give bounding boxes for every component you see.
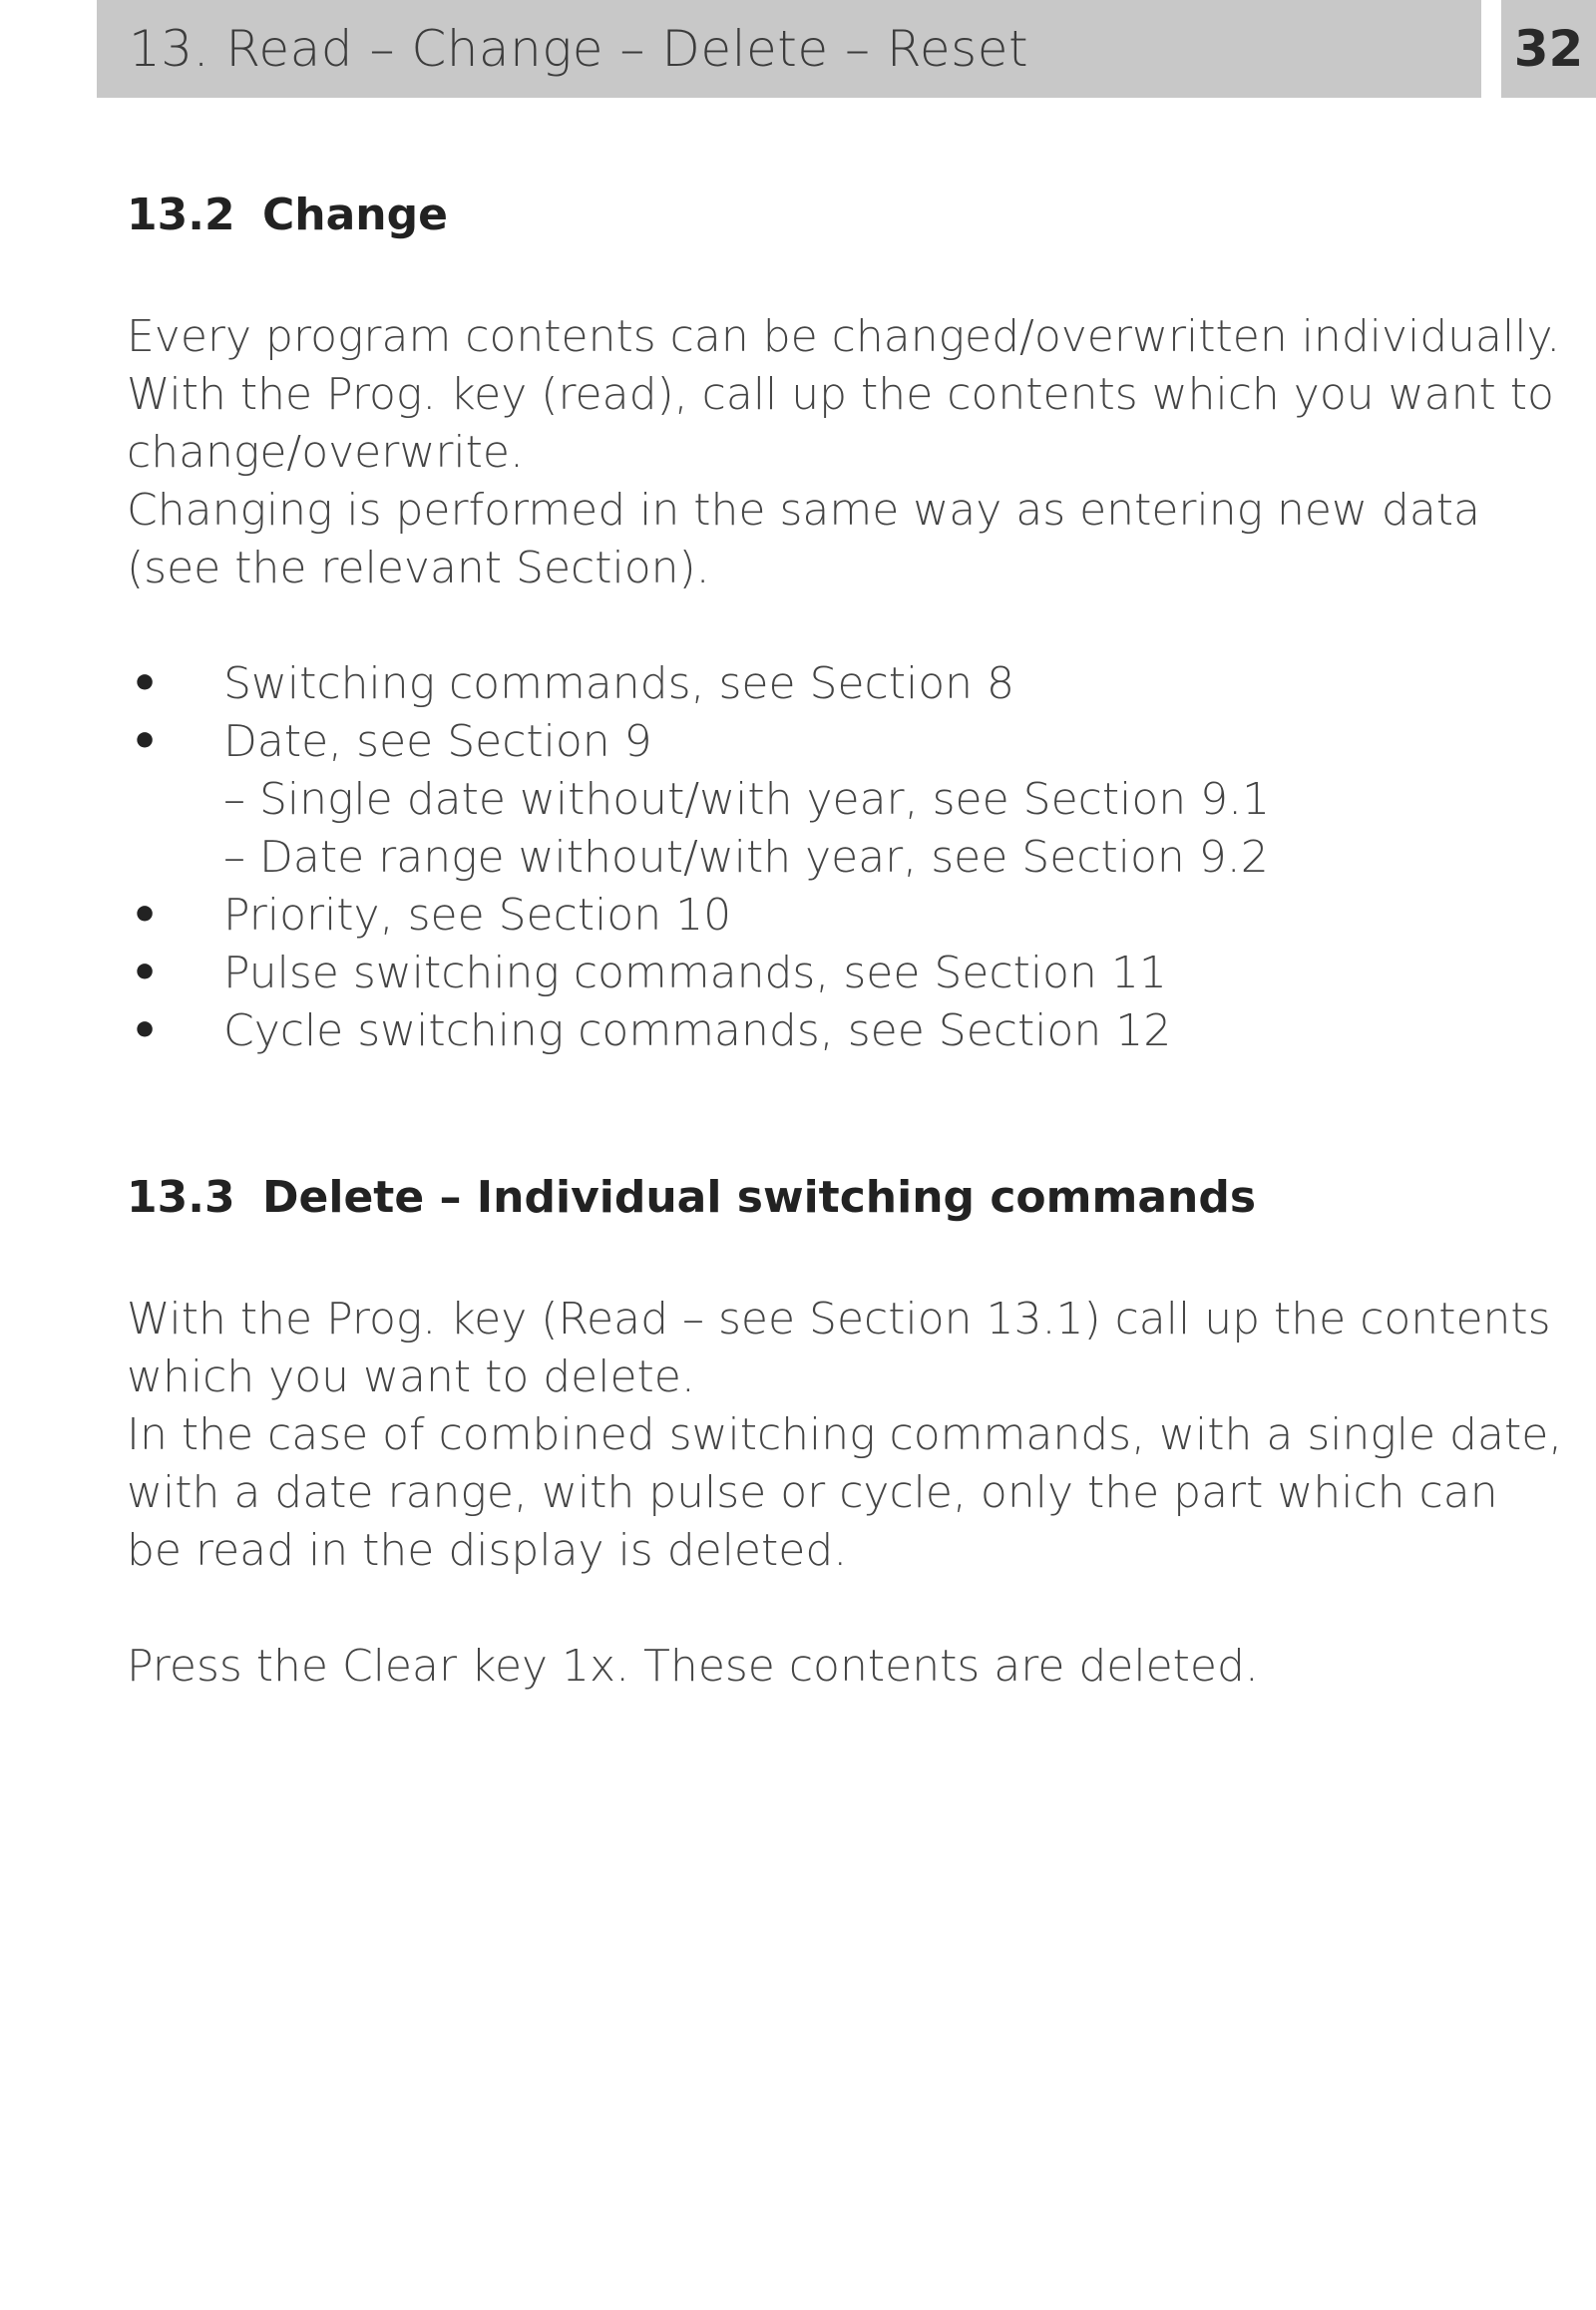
paragraph-line: With the Prog. key (Read – see Section 13.1) call up the contents	[127, 1294, 1551, 1345]
section-number: 13.3	[127, 1172, 235, 1223]
bullet-marker: •	[131, 948, 160, 998]
paragraph-line: with a date range, with pulse or cycle, only the part which can	[127, 1467, 1498, 1518]
list-item-text: Switching commands, see Section 8	[223, 658, 1014, 709]
list-item-text: Cycle switching commands, see Section 12	[223, 1005, 1172, 1056]
paragraph-line: which you want to delete.	[127, 1351, 695, 1402]
list-item-text: Pulse switching commands, see Section 11	[223, 948, 1167, 998]
change-paragraph	[127, 308, 1561, 597]
clear-key-instruction	[127, 1638, 1453, 1696]
list-item-text: Date, see Section 9	[223, 716, 652, 767]
section-heading-change	[127, 190, 1453, 240]
bullet-marker: •	[131, 1005, 160, 1056]
paragraph-line: (see the relevant Section).	[127, 543, 710, 593]
change-bullet-list	[127, 655, 1453, 1060]
bullet-marker: •	[131, 658, 160, 709]
list-item	[127, 887, 1453, 945]
paragraph-line: With the Prog. key (read), call up the contents which you want to	[127, 369, 1554, 420]
list-item	[127, 945, 1453, 1002]
section-heading-delete	[127, 1172, 1453, 1223]
section-title: Delete – Individual switching commands	[262, 1172, 1257, 1223]
sub-list-item	[127, 771, 1453, 829]
page-number: 32	[1513, 20, 1584, 78]
list-item-text: – Date range without/with year, see Section 9.2	[223, 832, 1269, 883]
paragraph-line: be read in the display is deleted.	[127, 1525, 848, 1576]
bullet-marker: •	[131, 890, 160, 941]
section-number: 13.2	[127, 190, 235, 240]
paragraph-line: In the case of combined switching commands, with a single date,	[127, 1409, 1563, 1460]
section-title: Change	[262, 190, 448, 240]
list-item	[127, 1002, 1453, 1060]
page-content	[127, 190, 1563, 1696]
chapter-header	[97, 0, 1481, 98]
paragraph-line: Press the Clear key 1x. These contents are deleted.	[127, 1641, 1259, 1692]
sub-list-item	[127, 829, 1453, 887]
bullet-marker: •	[131, 716, 160, 767]
page-number-tab	[1501, 0, 1596, 98]
list-item-text: Priority, see Section 10	[223, 890, 732, 941]
paragraph-line: change/overwrite.	[127, 427, 524, 478]
paragraph-line: Every program contents can be changed/overwritten individually.	[127, 311, 1561, 362]
chapter-title: 13. Read – Change – Delete – Reset	[129, 20, 1029, 78]
list-item	[127, 655, 1453, 713]
list-item-text: – Single date without/with year, see Section 9.1	[223, 774, 1271, 825]
delete-paragraph	[127, 1291, 1563, 1580]
list-item	[127, 713, 1453, 771]
paragraph-line: Changing is performed in the same way as entering new data	[127, 485, 1481, 536]
